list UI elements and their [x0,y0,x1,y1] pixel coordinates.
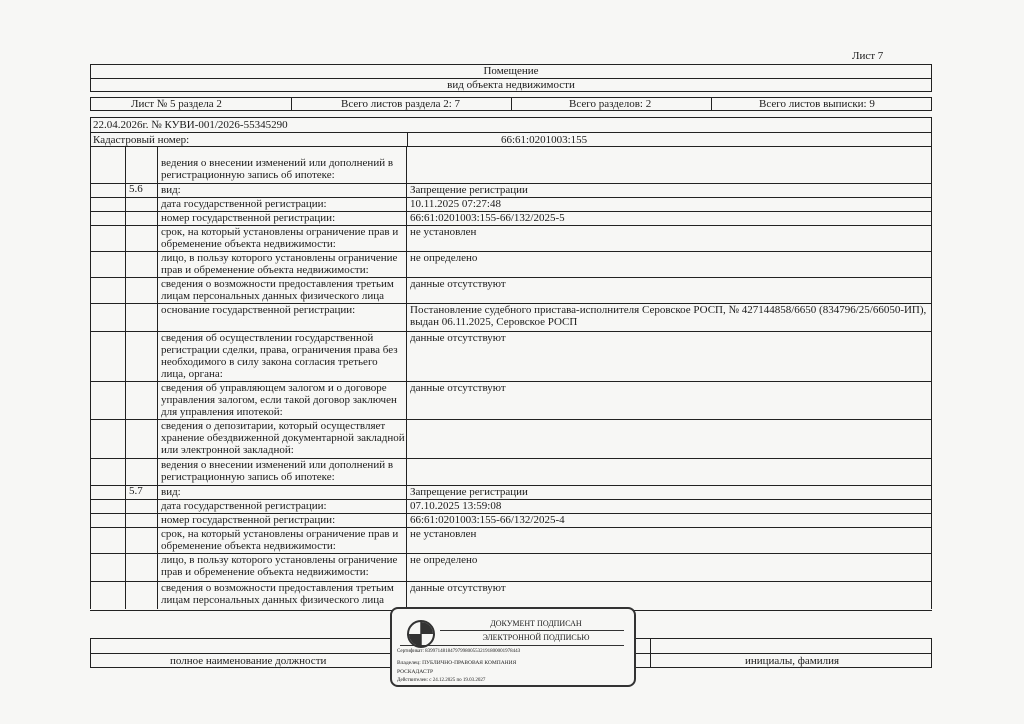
table-row: срок, на который установлены ограничение прав и обременение объекта недвижимости: не установлен [90,225,932,252]
extract-number-block [90,117,932,147]
total-sheets-section: Всего листов раздела 2: 7 [341,98,461,110]
table-row: сведения об управляющем залогом и о договоре управления залогом, если такой договор заключен для управления ипотекой: данные отсутствуют [90,381,932,420]
position-label: полное наименование должности [170,655,327,667]
name-label: инициалы, фамилия [745,655,840,667]
table-row: номер государственной регистрации: 66:61:0201003:155-66/132/2025-5 [90,211,932,226]
sheet-section: Лист № 5 раздела 2 [131,98,222,110]
encumbrance-table [90,147,932,609]
table-row: сведения о возможности предоставления третьим лицам персональных данных физического лица данные отсутствуют [161,582,506,606]
table-row: номер государственной регистрации: 66:61:0201003:155-66/132/2025-4 [90,513,932,528]
sheet-info-row [90,97,932,111]
stamp-title: ДОКУМЕНТ ПОДПИСАН [490,619,582,628]
total-sheets-extract: Всего листов выписки: 9 [759,98,875,110]
table-row: сведения о возможности предоставления третьим лицам персональных данных физического лица данные отсутствуют [90,277,932,304]
table-row: сведения о депозитарии, который осуществляет хранение обездвиженной документарной закладной или электронной закладной: [90,419,932,459]
cadastral-value: 66:61:0201003:155 [501,134,588,146]
table-row: 5.7 вид: Запрещение регистрации [90,485,932,500]
cadastral-label: Кадастровый номер: [93,134,190,146]
stamp-subtitle: ЭЛЕКТРОННОЙ ПОДПИСЬЮ [482,633,590,642]
table-row: дата государственной регистрации: 10.11.2025 07:27:48 [90,197,932,212]
extract-date-number: 22.04.2026г. № КУВИ-001/2026-55345290 [93,119,288,131]
table-row: 5.6 вид: Запрещение регистрации [90,183,932,198]
electronic-signature-stamp [390,607,636,687]
object-title: Помещение [91,65,931,79]
table-row: ведения о внесении изменений или дополнений в регистрационную запись об ипотеке: [90,147,932,184]
table-row: лицо, в пользу которого установлены ограничение прав и обременение объекта недвижимости: не определено [90,553,932,582]
object-subtitle: вид объекта недвижимости [447,79,575,91]
table-row: дата государственной регистрации: 07.10.2025 13:59:08 [90,499,932,514]
object-type-header [90,64,932,92]
stamp-validity: Действителен: с 24.12.2025 по 19.03.2027 [397,678,486,683]
page-number: Лист 7 [852,50,884,62]
stamp-owner-2: РОСКАДАСТР [397,669,434,675]
table-row: ведения о внесении изменений или дополнений в регистрационную запись об ипотеке: [90,458,932,486]
stamp-owner: Владелец: ПУБЛИЧНО-ПРАВОВАЯ КОМПАНИЯ [397,660,517,666]
table-row: основание государственной регистрации: Постановление судебного пристава-исполнителя Серовское РОСП, № 427144858/6650 (834796/25/66050-ИП), выдан 06.11.2025, Серовское РОСП [90,303,932,332]
table-row: срок, на который установлены ограничение прав и обременение объекта недвижимости: не установлен [90,527,932,554]
table-row: лицо, в пользу которого установлены ограничение прав и обременение объекта недвижимости: не определено [90,251,932,278]
stamp-certificate: Сертификат: 8399714818479799800553219180000197844З [397,649,521,654]
total-sections: Всего разделов: 2 [569,98,652,110]
table-row: сведения об осуществлении государственной регистрации сделки, права, ограничения права без необходимого в силу закона согласия третьего лица, органа: данные отсутствуют [90,331,932,382]
